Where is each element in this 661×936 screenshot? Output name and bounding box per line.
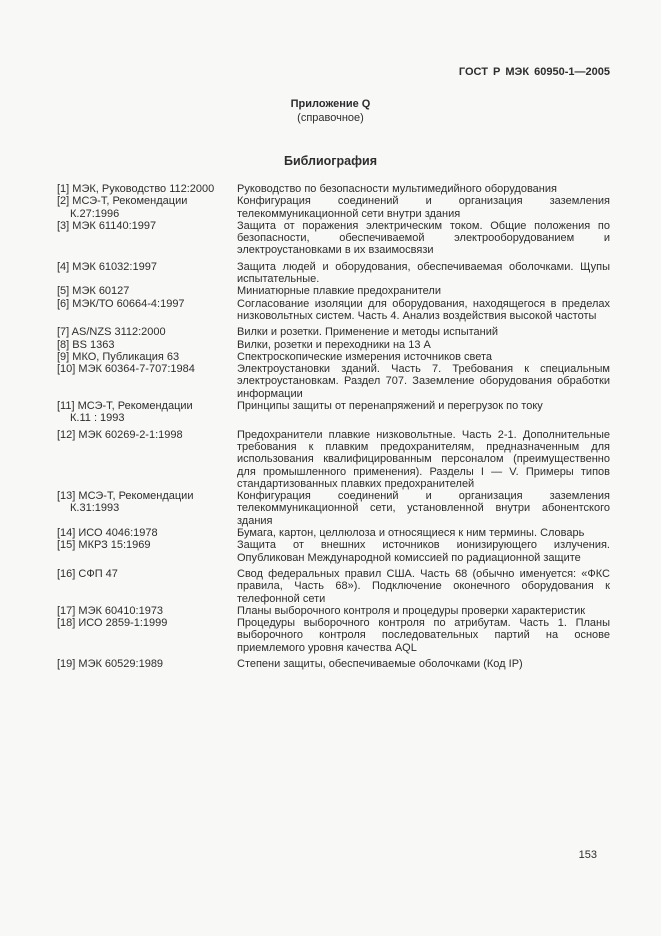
bibliography-reference-id: [15] МКРЗ 15:1969 bbox=[57, 539, 151, 552]
bibliography-reference-id: [5] МЭК 60127 bbox=[57, 285, 130, 298]
bibliography-reference bbox=[57, 605, 237, 617]
bibliography-entry-2 bbox=[57, 195, 610, 220]
bibliography-description: Предохранители плавкие низковольтные. Часть 2-1. Дополнительные требования к плавким предохранителям, предназначенным для использования квалифицированным персоналом (преимущественно для промышленного применения). Разделы I — V. Примеры типов стандартизованных плавких предохранителей bbox=[237, 428, 610, 490]
bibliography-reference-continuation: К.27:1996 bbox=[70, 207, 120, 220]
bibliography-entry-4 bbox=[57, 261, 610, 286]
bibliography-reference-id: [6] МЭК/ТО 60664-4:1997 bbox=[57, 297, 185, 310]
bibliography-reference-id: [4] МЭК 61032:1997 bbox=[57, 260, 157, 273]
bibliography-reference bbox=[57, 568, 237, 580]
bibliography-description: Защита людей и оборудования, обеспечиваемая оболочками. Щупы испытательные. bbox=[237, 260, 610, 286]
annex-title: Приложение Q bbox=[290, 98, 371, 110]
bibliography-reference-id: [10] МЭК 60364-7-707:1984 bbox=[57, 363, 195, 376]
bibliography-description: Конфигурация соединений и организация заземления телекоммуникационной сети внутри здания bbox=[237, 195, 610, 220]
bibliography-reference bbox=[57, 617, 237, 629]
bibliography-entry-8 bbox=[57, 339, 610, 351]
bibliography-description: Вилки, розетки и переходники на 13 А bbox=[237, 338, 431, 351]
bibliography-entry-11 bbox=[57, 400, 610, 425]
bibliography-reference bbox=[57, 527, 237, 539]
bibliography-reference-id: [18] ИСО 2859-1:1999 bbox=[57, 617, 168, 630]
bibliography-reference-id: [17] МЭК 60410:1973 bbox=[57, 604, 164, 617]
bibliography-entry-14 bbox=[57, 527, 610, 539]
bibliography-reference bbox=[57, 658, 237, 670]
bibliography-reference bbox=[57, 400, 237, 425]
bibliography-entry-7 bbox=[57, 326, 610, 338]
bibliography-description: Бумага, картон, целлюлоза и относящиеся к ним термины. Словарь bbox=[237, 527, 585, 540]
bibliography-entry-5 bbox=[57, 285, 610, 297]
bibliography-description: Принципы защиты от перенапряжений и перегрузок по току bbox=[237, 400, 543, 413]
bibliography-reference bbox=[57, 183, 237, 195]
section-title: Библиография bbox=[283, 154, 378, 168]
bibliography-entry-13 bbox=[57, 490, 610, 527]
bibliography-reference-id: [9] МКО, Публикация 63 bbox=[57, 350, 180, 363]
bibliography-reference bbox=[57, 261, 237, 273]
page-number: 153 bbox=[578, 849, 597, 861]
bibliography-entry-9 bbox=[57, 351, 610, 363]
bibliography-reference bbox=[57, 539, 237, 551]
bibliography-description: Руководство по безопасности мультимедийного оборудования bbox=[237, 183, 557, 195]
bibliography-description: Вилки и розетки. Применение и методы испытаний bbox=[237, 326, 499, 339]
bibliography-reference-id: [1] МЭК, Руководство 112:2000 bbox=[57, 183, 215, 195]
bibliography-description: Процедуры выборочного контроля по атрибутам. Часть 1. Планы выборочного контроля последовательных партий на основе приемлемого уровня качества AQL bbox=[237, 617, 610, 654]
bibliography-description: Спектроскопические измерения источников света bbox=[237, 350, 493, 363]
bibliography-reference-id: [14] ИСО 4046:1978 bbox=[57, 527, 158, 540]
bibliography-reference-id: [8] BS 1363 bbox=[57, 338, 115, 351]
bibliography-reference-id: [2] МСЭ-Т, Рекомендации bbox=[57, 195, 188, 208]
document-code: ГОСТ Р МЭК 60950-1—2005 bbox=[458, 66, 610, 78]
bibliography-description: Степени защиты, обеспечиваемые оболочками (Код IP) bbox=[237, 657, 523, 670]
bibliography-entry-12 bbox=[57, 429, 610, 490]
bibliography-reference bbox=[57, 363, 237, 375]
bibliography-reference bbox=[57, 285, 237, 297]
bibliography-entry-19 bbox=[57, 658, 610, 670]
bibliography-reference bbox=[57, 195, 237, 220]
bibliography-reference bbox=[57, 490, 237, 515]
bibliography-entry-1 bbox=[57, 183, 610, 195]
bibliography-entry-10 bbox=[57, 363, 610, 400]
bibliography-entry-3 bbox=[57, 220, 610, 257]
bibliography-reference bbox=[57, 339, 237, 351]
bibliography-description: Защита от поражения электрическим током. Общие положения по безопасности, обеспечиваемой электрооборудованием и электроустановками в их взаимосвязи bbox=[237, 219, 610, 257]
bibliography-description: Планы выборочного контроля и процедуры проверки характеристик bbox=[237, 604, 586, 617]
bibliography-entry-16 bbox=[57, 568, 610, 605]
bibliography-reference bbox=[57, 429, 237, 441]
bibliography-reference-id: [11] МСЭ-Т, Рекомендации bbox=[57, 400, 193, 413]
bibliography-reference-id: [13] МСЭ-Т, Рекомендации bbox=[57, 490, 194, 503]
bibliography-entry-18 bbox=[57, 617, 610, 654]
bibliography-reference-continuation: К.11 : 1993 bbox=[70, 412, 125, 425]
bibliography-reference-id: [16] СФП 47 bbox=[57, 567, 118, 580]
bibliography-list bbox=[57, 183, 610, 670]
annex-subtitle: (справочное) bbox=[297, 112, 364, 124]
bibliography-reference bbox=[57, 351, 237, 363]
bibliography-entry-17 bbox=[57, 605, 610, 617]
bibliography-reference-id: [12] МЭК 60269-2-1:1998 bbox=[57, 428, 183, 441]
bibliography-description: Миниатюрные плавкие предохранители bbox=[237, 285, 441, 298]
bibliography-description: Защита от внешних источников ионизирующего излучения. Опубликован Международной комиссией по радиационной защите bbox=[237, 539, 610, 564]
bibliography-reference-id: [3] МЭК 61140:1997 bbox=[57, 219, 157, 232]
bibliography-entry-6 bbox=[57, 298, 610, 323]
bibliography-description: Электроустановки зданий. Часть 7. Требования к специальным электроустановкам. Раздел 707. Заземление оборудования обработки информации bbox=[237, 363, 610, 400]
bibliography-description: Конфигурация соединений и организация заземления телекоммуникационной сети, установленной внутри абонентского здания bbox=[237, 490, 610, 527]
bibliography-reference bbox=[57, 298, 237, 310]
bibliography-entry-15 bbox=[57, 539, 610, 564]
bibliography-reference bbox=[57, 220, 237, 232]
bibliography-description: Свод федеральных правил США. Часть 68 (обычно именуется: «ФКС правила, Часть 68»). Подключение оконечного оборудования к телефонной сети bbox=[237, 567, 610, 605]
bibliography-reference-id: [19] МЭК 60529:1989 bbox=[57, 657, 164, 670]
bibliography-reference-continuation: К.31:1993 bbox=[70, 502, 120, 515]
bibliography-reference-id: [7] AS/NZS 3112:2000 bbox=[57, 326, 166, 339]
bibliography-reference bbox=[57, 326, 237, 338]
bibliography-description: Согласование изоляции для оборудования, находящегося в пределах низковольтных систем. Часть 4. Анализ воздействия высокой частоты bbox=[237, 297, 610, 322]
